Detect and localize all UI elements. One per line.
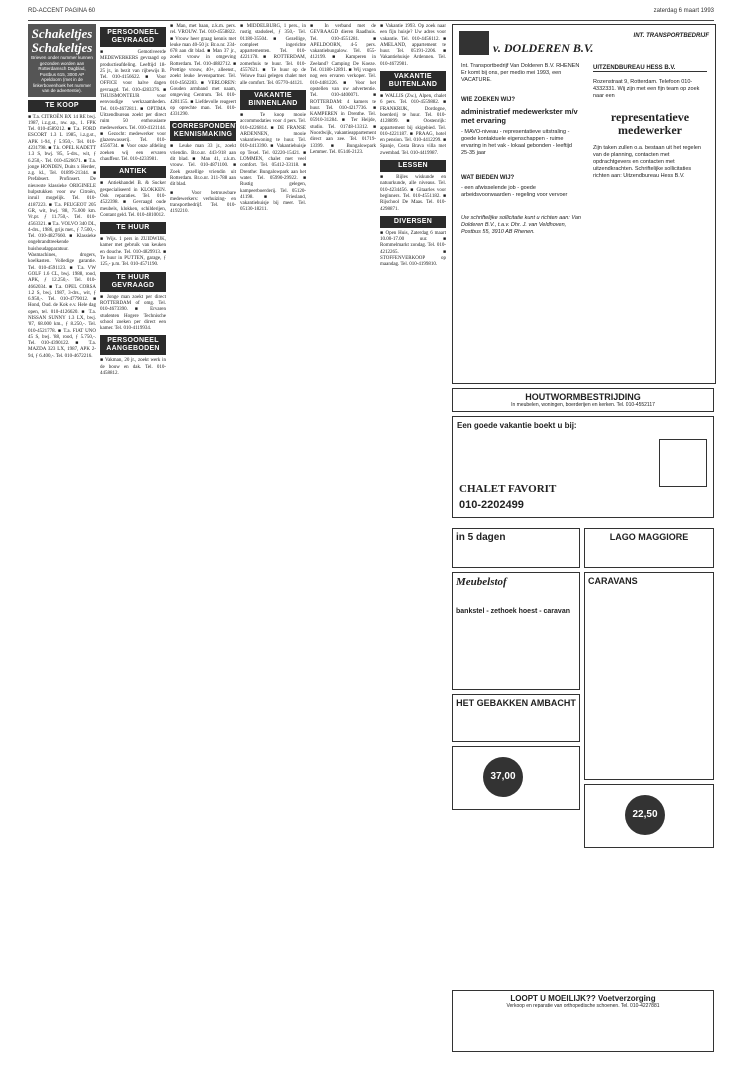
ad-offer: - een afwisselende job - goede arbeidsvoorwaarden - regeling voor vervoer bbox=[461, 185, 568, 198]
in5-label: in 5 dagen bbox=[456, 532, 506, 543]
section-te-huur-gevraagd: TE HUUR GEVRAAGD bbox=[100, 272, 166, 292]
column-6 bbox=[380, 24, 446, 1060]
ads-vakantie-buitenland: ■ WALLIS (Zw.), Alpen, chalet 6 pers. Tel. 010-4559882. ■ FRANKRIJK, Dordogne, boerderij te huur. Tel. 010-4128899. ■ Oostenrijk: appartement bij skigebied. Tel. 010-4221187. ■ PRAAG, hotel en pension. Tel. 010-4412299. ■ Spanje, Costa Brava villa met zwembad. Tel. 010-4419987. bbox=[380, 94, 446, 156]
ad-list: - MAVO-niveau - representatieve uitstraling - goede kontaktuele eigenschappen - ruime ervaring in het vak - lokaal gebonden - leeftijd 25-35 jaar bbox=[461, 129, 572, 156]
dolderen-logo bbox=[459, 31, 489, 55]
ad-price-2 bbox=[584, 784, 714, 848]
column-4 bbox=[240, 24, 306, 1060]
column-5 bbox=[310, 24, 376, 1060]
ad-headline: administratief medewerkster m/v met ervaring bbox=[461, 107, 578, 125]
ads-correspondentie: ■ Leuke man 33 jr., zoekt vriendin. Br.o.nr. 443-918 aan dit blad. ■ Man 41, z.k.m. vrouw. Tel. 010-4871100. ■ Zoek gezellige vriendin uit Rotterdam. Br.o.nr. 311-788 aan dit blad. bbox=[170, 144, 236, 188]
page-label: RD-ACCENT PAGINA 60 bbox=[28, 8, 96, 14]
ads-te-koop: ■ T.a. CITROËN BX 14 RE bwj. 1987, i.z.g.st., nw. ap., 1. FPK Tel. 010-4589212. ■ T.a. FORD ESCORT 1.3 L 1985, i.z.g.st., APK 1-94, ƒ 5.950,-. Tel. 010-4231798. ■ T.k. OPEL KADETT 1.3 S, bwj. '85, 5-drs., wit, ƒ 6.250,-. Tel. 010-4526671. ■ T.a. jonge HONDEN, Duits x Herder, z.g. kl., Tel. 01899-21344. ■ Prefabsert. Profinsert. De nieuwste klassieke ORIGINELE hulpstukken voor uw Citroën, inruil mogelijk. Tel. 010-4187223. ■ T.a. PEUGEOT 205 GR, wit, bwj. '88, 75.000 km. Vr.pr. ƒ 11.750,-. Tel. 010-4563321. ■ T.a. VOLVO 340 DL, 4-drs., 1986, grijs met., ƒ 7.500,-. Tel. 010-4827660. ■ Klassieke ongebrandtreekende huishoudapparatuur. Wasmachines, drogers, koelkasten. Volledige garantie. Tel. 010-4591123. ■ T.a. VW GOLF 1.6 CL, bwj. 1988, rood, APK, ƒ 12.250,-. Tel. 010-4662034. ■ T.a. OPEL CORSA 1.2 S, bwj. 1987, 3-drs., wit, ƒ 6.950,-. Tel. 010-4779012. ■ Hond, Oud. de Kok e.v. Hele dag open, tel. 010-4126620. ■ T.a. NISSAN SUNNY 1.3 LX, bwj. '87, 68.000 km., ƒ 8.250,-. Tel. 010-4521778. ■ T.a. FIAT UNO 45 S, bwj. '88, rood, ƒ 5.750,-. Tel. 010-4390122. ■ T.a. MAZDA 323 LX, 1987, APK 2-94, ƒ 6.400,-. Tel. 010-4672216. bbox=[28, 114, 96, 359]
company-name: v. DOLDEREN B.V. bbox=[493, 41, 594, 55]
ad-contact: Uw schriftelijke sollicitatie kunt u richten aan: Van Dolderen B.V., t.a.v. Dhr. J. van Veldhoven, Postbus 55, 3910 AB Rhenen. bbox=[461, 215, 581, 235]
banner-title: Schakeltjes Schakeltjes bbox=[31, 26, 93, 55]
ad-intro: Int. Transportbedrijf Van Dolderen B.V. RHENEN Er komt bij ons, per medio mei 1993, een VACATURE. bbox=[461, 63, 580, 83]
header-rule bbox=[28, 20, 714, 21]
ad-right-stack bbox=[584, 528, 714, 858]
ad-gebakken-ambacht bbox=[452, 694, 580, 742]
column-2 bbox=[100, 24, 166, 1060]
ad-tag: INT. TRANSPORTBEDRIJF bbox=[633, 33, 709, 39]
ad-meubelstof bbox=[452, 572, 580, 690]
section-correspondentie: CORRESPONDENTIE KENNISMAKING bbox=[170, 121, 236, 141]
column-1 bbox=[28, 24, 96, 1060]
section-lessen: LESSEN bbox=[380, 160, 446, 172]
ad-lago bbox=[584, 528, 714, 568]
ads-personeel: ■ Gemotiveerde MEDEWERKERS gevraagd op productieafdeling. Leeftijd 18-25 jr., in bezit van rijbewijs B. Tel. 010-4156622. ■ Voor OFFICE voor halve dagen gevraagd. Tel. 010-4283376. ■ THUISMONTEUR voor eenvoudige werkzaamheden. Tel. 010-4672811. ■ OPTIMA Uitzendbureau zoekt per direct ruim 50 enthousiaste medewerkers. Tel. 010-4121144. ■ Gezocht: medewerker voor glazenwasserij. Tel. 010-4556734. ■ Voor onze afdeling zoeken wij een ervaren chauffeur. Tel. 010-4233981. bbox=[100, 50, 166, 163]
chalet-title: Een goede vakantie boekt u bij: bbox=[457, 421, 577, 430]
caravans-title: CARAVANS bbox=[588, 576, 638, 586]
loopt-sub: Verkoop en reparatie van orthopedische schoenen. Tel. 010-4227881 bbox=[506, 1003, 660, 1009]
schakeltjes-banner bbox=[28, 24, 96, 97]
ad-left-stack bbox=[452, 528, 580, 858]
houtworm-sub: In meubelen, woningen, boerderijen en kerken. Tel. 010-4552117 bbox=[511, 402, 655, 408]
hess-body: Zijn taken zullen o.a. bestaan uit het regelen van de planning, contacten met opdrachtgevers en contacten met uitzendkrachten. Schriftelijke sollicitaties richten aan: Uitzendbureau Hess B.V. bbox=[593, 145, 701, 179]
page-date: zaterdag 6 maart 1993 bbox=[653, 8, 714, 14]
hess-title: UITZENDBUREAU HESS B.V. bbox=[593, 65, 707, 72]
ads-bottom-right bbox=[452, 388, 714, 1060]
ads-col4-top: ■ MIDDELBURG, 1 pers., in rustig stadsdeel, ƒ 350,- Tel. 01180-35504. ■ Gezellige, compleet ingerichte appartementen. Tel. 010-4221178. ■ ROTTERDAM, zomerhuis te huur. Tel. 010-4557621. ■ Te huur op de Veluwe fraai gelegen chalet met alle comfort. Tel. 05770-44121. bbox=[240, 24, 306, 86]
ads-vakantie-binnenland: ■ Te koop mooie accommodaties voor 4 pers. Tel. 010-4226814. ■ DE FRANSE ARDENNEN, mooie vakantiewoning te huur. Tel. 010-4413390. ■ Vakantiehuisje op Texel. Tel. 02220-15421. ■ LOMMEN, chalet met veel comfort. Tel. 05412-33118. ■ Drenthe: Bungalowpark aan het water. Tel. 05990-29922. ■ Rustig gelegen, kampeerboerderij. Tel. 05120-41198. ■ Friesland, vakantiehuisje bij meer. Tel. 05130-18211. bbox=[240, 112, 306, 213]
ad-houtworm bbox=[452, 388, 714, 412]
ads-te-huur-gevraagd: ■ Jonge man zoekt per direct ROTTERDAM of omg. Tel. 010-4673390. ■ Ervaren studenten Hogere Technische school zoeken per direct een kamer. Tel. 010-4119934. bbox=[100, 294, 166, 332]
ad-loopt-moeilijk bbox=[452, 990, 714, 1052]
ad-question: WIE ZOEKEN WIJ? bbox=[461, 97, 515, 103]
ads-te-huur: ■ Wijs. 1 pers in ZUIDWIJK, kamer met gebruik van keuken en douche. Tel. 010-4829913. ■ Te huur in PUTTEN, garage, ƒ 125,- p.m. Tel. 010-4571190. bbox=[100, 237, 166, 268]
ads-col5: ■ In verband met de GEVRAAGD dieren Raadhuis. Tel. 010-4551281. ■ APELDOORN, 4-5 pers. vakantiebungalow. Tel. 055-412199. ■ Kamperen in Zeeland? Camping De Koeze. Tel. 01180-12891. ■ Wij vragen nog een ervaren verkoper. Tel. 010-4481226. ■ Voor het opstellen van uw advertentie. Tel. 010-4400071. ■ ROTTERDAM: 4 kamers te huur. Tel. 010-4217736. ■ KAMPEREN in Drenthe. Tel. 05910-31284. ■ Ter Heijde, studio. Tel. 01748-13312. ■ Noordwijk, vakantieappartement direct aan zee. Tel. 01719-13399. ■ Bungalowpark Lemmer. Tel. 05146-2123. bbox=[310, 24, 376, 155]
chalet-phone: 010-2202499 bbox=[459, 499, 524, 511]
lago-title: LAGO MAGGIORE bbox=[609, 532, 689, 542]
ads-antiek: ■ Antiekhandel B. & Sucker gespecialiseerd in KLOKKEN. Ook reparaties. Tel. 010-4522398. ■ Gevraagd oude meubels, klokken, schilderijen, Contant geld. Tel. 010-4810012. bbox=[100, 181, 166, 218]
ad-van-dolderen bbox=[452, 24, 716, 384]
section-antiek: ANTIEK bbox=[100, 166, 166, 178]
ad-price-1 bbox=[452, 746, 580, 810]
hess-text: Rozenstraat 9, Rotterdam. Telefoon 010-4332331. Wij zijn met een fijn team op zoek naar een bbox=[593, 79, 700, 99]
ad-in5dagen bbox=[452, 528, 580, 568]
gebakken-title: HET GEBAKKEN AMBACHT bbox=[456, 698, 576, 708]
meubel-title: Meubelstof bbox=[456, 576, 507, 588]
section-vakantie-buitenland: VAKANTIE BUITENLAND bbox=[380, 71, 446, 91]
ads-col3-top: ■ Man, met baan, z.k.m. pers. rel. VROUW. Tel. 010-4558822. ■ Vrouw heer graag kennis met leuke man 40-50 jr. Br.o.nr. 234-678 aan dit blad. ■ Man 37 jr., zoekt vrouw in omgeving Rotterdam. Tel. 010-4882712. ■ Prettige vrouw, 40+, alleenst., zoekt leuke levenspartner. Tel. 010-4562283. ■ VERLOREN: Gouden armband met naam, omgeving Centrum. Tel. 010-4281155. ■ Liefdevolle reageert op oprechte man. Tel. 010-4331290. bbox=[170, 24, 236, 118]
section-diversen: DIVERSEN bbox=[380, 216, 446, 228]
hess-headline: representatieve medewerker bbox=[610, 110, 690, 137]
ad-caravans bbox=[584, 572, 714, 780]
section-personeel-gevraagd: PERSOONEEL GEVRAAGD bbox=[100, 27, 166, 47]
loopt-title: LOOPT U MOEILIJK?? Voetverzorging bbox=[510, 994, 656, 1003]
banner-subtitle: Brieven onder nummer kunnen gezonden worden aan Rotterdamsch Dagblad, Postbus 615, 3000 AP Apeldoorn (met in de linkerbovenhoek het nummer van de advertentie). bbox=[31, 55, 93, 93]
section-vakantie-binnenland: VAKANTIE BINNENLAND bbox=[240, 90, 306, 110]
ads-col3-bottom: ■ Voor betrouwbare medewerkers: verhuizing- en transportbedrijf. Tel. 010-4192210. bbox=[170, 190, 236, 215]
ad-question-2: WAT BIEDEN WIJ? bbox=[461, 175, 515, 181]
chalet-brand: CHALET FAVORIT bbox=[459, 483, 557, 495]
page-header bbox=[28, 8, 714, 18]
column-3 bbox=[170, 24, 248, 1060]
meubel-bank: bankstel - zethoek hoest - caravan bbox=[456, 608, 570, 615]
price-badge-2: 22,50 bbox=[625, 795, 665, 835]
ads-lessen: ■ Bijles wiskunde en natuurkunde, alle niveaus. Tel. 010-4234456. ■ Gitaarles voor beginners. Tel. 010-4551182. ■ Rijschool De Maas. Tel. 010-4298871. bbox=[380, 175, 446, 212]
section-te-koop: TE KOOP bbox=[28, 100, 96, 112]
ad-chalet-favorit bbox=[452, 416, 714, 518]
price-badge: 37,00 bbox=[483, 757, 523, 797]
chalet-logo bbox=[659, 439, 707, 487]
ads-personeel-aangeboden: ■ Vakman, 20 jr., zoekt werk in de bouw en dak. Tel. 010-4458812. bbox=[100, 358, 166, 376]
houtworm-title: HOUTWORMBESTRIJDING bbox=[525, 392, 641, 402]
section-personeel-aangeboden: PERSOONEEL AANGEBODEN bbox=[100, 335, 166, 355]
ads-diversen: ■ Open Huis, Zaterdag 6 maart 10.00-17.00 uur. ■ Rommelmarkt zondag. Tel. 010-4212265. ■ STOFFENVERKOOP op maandag. Tel. 010-4199810. bbox=[380, 230, 446, 268]
section-te-huur: TE HUUR bbox=[100, 222, 166, 234]
ads-col6-top: ■ Vakantie 1993. Op zoek naar een fijn huisje? Uw adres voor vakantie. Tel. 010-4456112. ■ AMELAND, appartement te huur. Tel. 05191-2206. ■ Vakantiehuisje Ardennen. Tel. 010-4672981. bbox=[380, 24, 446, 67]
